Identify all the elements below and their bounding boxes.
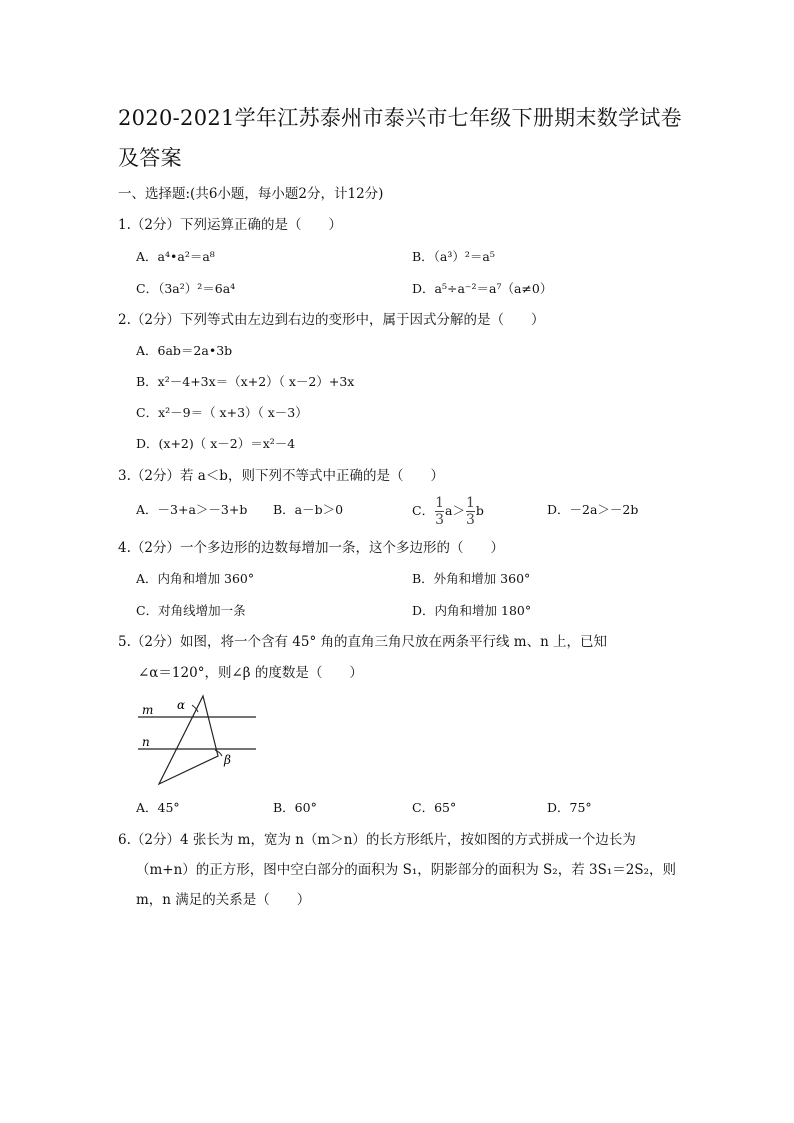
fraction-one-third (435, 496, 444, 527)
q2-option-b: B．x²－4+3x＝（x+2）（ x－2）+3x (136, 374, 355, 389)
q1-option-c: C．（3a²）²＝6a⁴ (136, 281, 236, 296)
q2-option-c: C．x²－9＝（ x+3）（ x－3） (136, 405, 308, 420)
beta-arc (215, 750, 222, 756)
q1-option-a: A．a⁴•a²＝a⁸ (136, 249, 215, 264)
section-heading: 一、选择题:(共6小题，每小题2分，计12分) (118, 186, 384, 202)
fraction-one-third (466, 496, 475, 527)
label-n: n (142, 735, 150, 749)
q5-option-c: C．65° (412, 800, 457, 815)
q2-option-a: A．6ab＝2a•3b (136, 343, 233, 358)
q1-option-d: D．a⁵÷a⁻²＝a⁷（a≠0） (412, 281, 553, 296)
q6-stem-line1: 6.（2分）4 张长为 m，宽为 n（m＞n）的长方形纸片，按如图的方式拼成一个边长为 (118, 832, 636, 848)
q5-option-a: A．45° (136, 800, 180, 815)
q3-option-c (412, 496, 484, 527)
fraction-numerator: 1 (435, 495, 444, 511)
q4-option-b: B．外角和增加 360° (412, 571, 531, 586)
q6-stem-line2: （m+n）的正方形，图中空白部分的面积为 S₁，阴影部分的面积为 S₂，若 3S₁＝2S₂，则 (136, 862, 676, 878)
q5-option-b: B．60° (273, 800, 317, 815)
parallel-lines-triangle-figure (136, 692, 261, 788)
q1-stem: 1.（2分）下列运算正确的是（ ） (118, 217, 342, 233)
q3-option-b: B．a－b＞0 (273, 502, 344, 517)
q3-option-a: A．－3+a＞－3+b (136, 502, 248, 517)
q2-stem: 2.（2分）下列等式由左边到右边的变形中，属于因式分解的是（ ） (118, 312, 545, 328)
doc-title-line2: 及答案 (118, 146, 182, 170)
q3-option-c-middle: a＞ (445, 503, 465, 518)
label-m: m (142, 703, 154, 717)
q3-option-d: D．－2a＞－2b (547, 502, 639, 517)
q5-stem-line2: ∠α＝120°，则∠β 的度数是（ ） (138, 665, 363, 681)
q5-option-d: D．75° (547, 800, 592, 815)
q3-option-c-suffix: b (475, 503, 484, 518)
label-alpha: α (177, 698, 186, 712)
q6-stem-line3: m，n 满足的关系是（ ） (136, 892, 311, 908)
doc-title-line1: 2020-2021学年江苏泰州市泰兴市七年级下册期末数学试卷 (118, 106, 682, 130)
q4-option-c: C．对角线增加一条 (136, 603, 246, 618)
q1-option-b: B．（a³）²＝a⁵ (412, 249, 495, 264)
right-triangle (159, 696, 218, 784)
q4-option-a: A．内角和增加 360° (136, 571, 255, 586)
q2-option-d: D．(x+2)（ x－2）＝x²－4 (136, 436, 296, 451)
fraction-denominator: 3 (465, 512, 475, 528)
q5-stem-line1: 5.（2分）如图，将一个含有 45° 角的直角三角尺放在两条平行线 m、n 上，已知 (118, 634, 608, 650)
label-beta: β (224, 753, 231, 767)
fraction-denominator: 3 (435, 512, 444, 528)
fraction-numerator: 1 (465, 495, 475, 511)
q4-option-d: D．内角和增加 180° (412, 603, 532, 618)
q4-stem: 4.（2分）一个多边形的边数每增加一条，这个多边形的（ ） (118, 540, 504, 556)
q3-stem: 3.（2分）若 a＜b，则下列不等式中正确的是（ ） (118, 468, 444, 484)
q3-option-c-label: C． (412, 503, 435, 518)
